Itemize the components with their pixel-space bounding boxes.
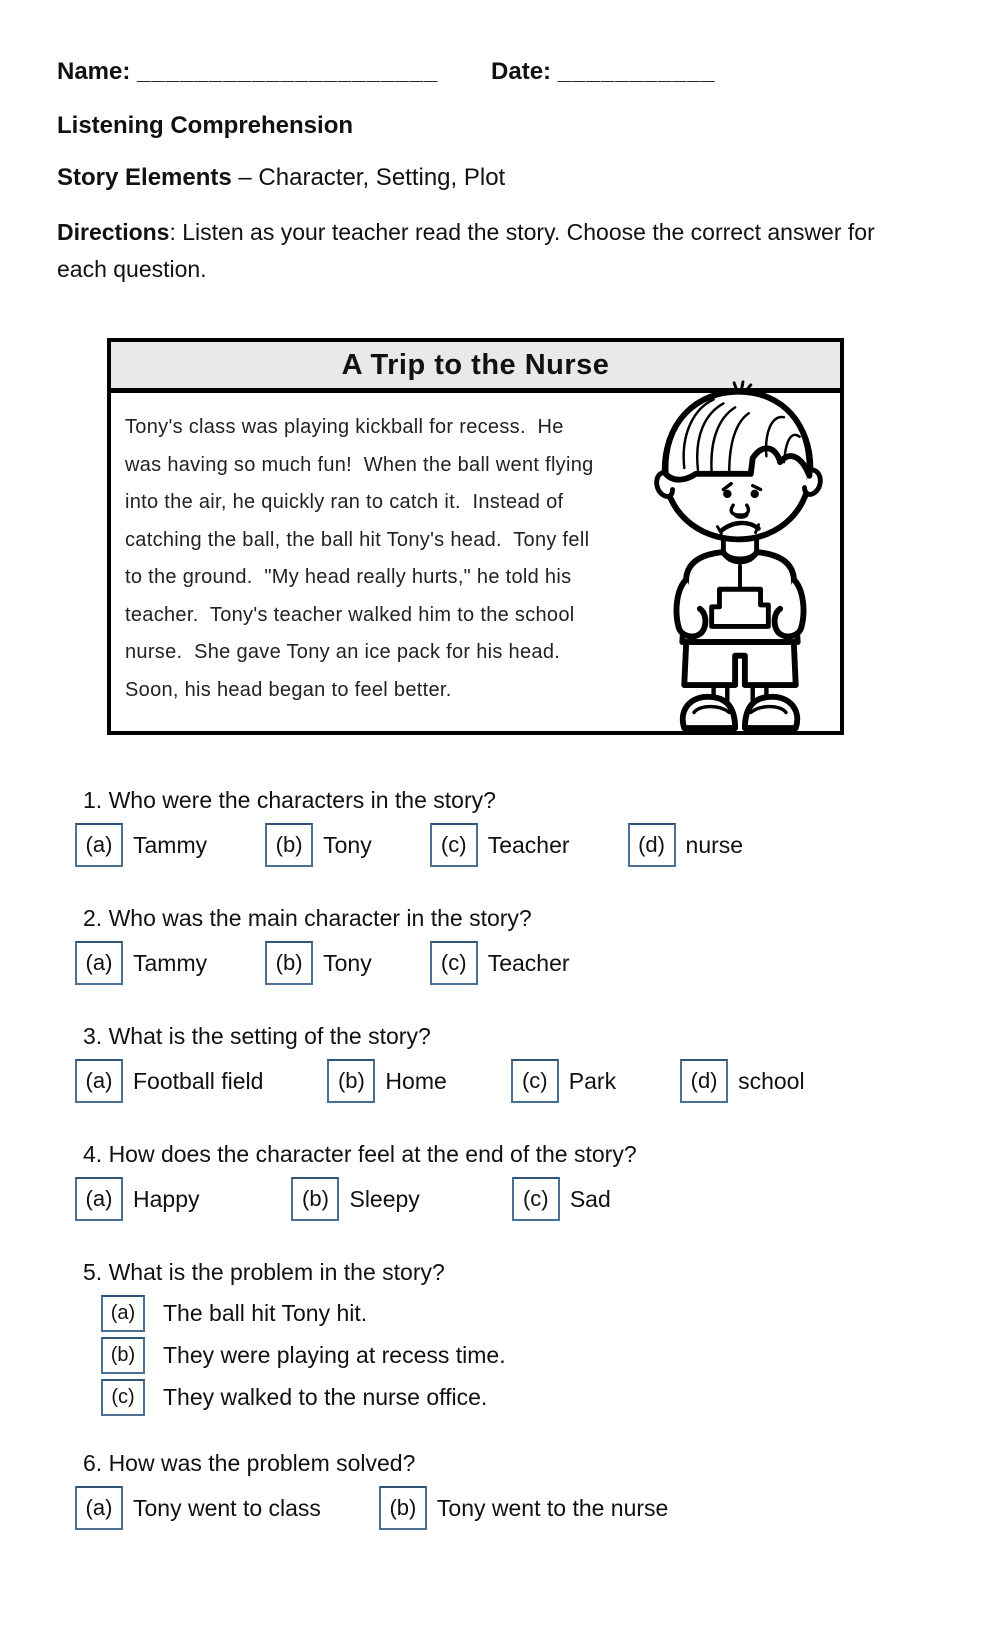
name-blank-line[interactable]: _____________________ [137, 58, 439, 85]
option-label: Tammy [133, 831, 208, 858]
answer-checkbox-q1-a[interactable]: (a) [75, 823, 123, 867]
answer-checkbox-q1-c[interactable]: (c) [430, 823, 478, 867]
question-2 [75, 905, 1000, 985]
directions-bold: Directions [57, 219, 170, 245]
option-label: Home [385, 1067, 447, 1094]
answer-checkbox-q1-d[interactable]: (d) [628, 823, 676, 867]
answer-checkbox-q4-b[interactable]: (b) [291, 1177, 339, 1221]
answer-checkbox-q3-c[interactable]: (c) [511, 1059, 559, 1103]
name-label: Name: [57, 58, 131, 85]
option-label: Football field [133, 1067, 264, 1094]
option-q3-d [680, 1059, 804, 1103]
option-q1-c [430, 823, 570, 867]
option-q5-c [101, 1379, 1000, 1416]
worksheet-heading: Listening Comprehension [57, 112, 354, 139]
option-label: The ball hit Tony hit. [163, 1300, 368, 1326]
questions [57, 787, 1000, 1530]
option-label: Teacher [487, 949, 570, 976]
story-elements-rest: – Character, Setting, Plot [231, 164, 506, 191]
answer-checkbox-q5-b[interactable]: (b) [101, 1337, 145, 1374]
question-1-options [75, 823, 1000, 867]
answer-checkbox-q2-c[interactable]: (c) [430, 941, 478, 985]
question-3-text: 3. What is the setting of the story? [83, 1023, 431, 1049]
question-2-text: 2. Who was the main character in the story? [83, 905, 532, 931]
question-1 [75, 787, 1000, 867]
option-label: Sad [569, 1185, 611, 1212]
question-6-text: 6. How was the problem solved? [83, 1450, 416, 1476]
answer-checkbox-q3-b[interactable]: (b) [327, 1059, 375, 1103]
question-6 [75, 1450, 1000, 1530]
option-q1-d [628, 823, 744, 867]
option-label: Sleepy [349, 1185, 420, 1212]
option-label: nurse [685, 831, 744, 858]
story-line: Soon, his head began to feel better. [125, 678, 452, 701]
answer-checkbox-q4-a[interactable]: (a) [75, 1177, 123, 1221]
answer-checkbox-q1-b[interactable]: (b) [265, 823, 313, 867]
option-q1-b [265, 823, 372, 867]
option-q4-b [291, 1177, 419, 1221]
option-q3-c [511, 1059, 616, 1103]
question-4 [75, 1141, 1000, 1221]
directions [57, 214, 902, 288]
option-q5-b [101, 1337, 1000, 1374]
question-4-text: 4. How does the character feel at the end of the story? [83, 1141, 637, 1167]
option-q3-b [327, 1059, 446, 1103]
option-label: Tony [323, 949, 372, 976]
question-3 [75, 1023, 1000, 1103]
question-3-options [75, 1059, 1000, 1103]
option-label: Park [568, 1067, 617, 1094]
option-label: Happy [133, 1185, 200, 1212]
story-title: A Trip to the Nurse [111, 342, 840, 393]
answer-checkbox-q2-a[interactable]: (a) [75, 941, 123, 985]
option-q6-a [75, 1486, 321, 1530]
name-date-row [57, 58, 1000, 86]
story-line: to the ground. "My head really hurts," he told his [125, 566, 572, 588]
option-label: Tony went to class [133, 1494, 321, 1521]
option-q1-a [75, 823, 207, 867]
answer-checkbox-q6-a[interactable]: (a) [75, 1486, 123, 1530]
option-q2-a [75, 941, 207, 985]
story-line: was having so much fun! When the ball went flying [125, 453, 594, 476]
option-q6-b [379, 1486, 668, 1530]
option-q4-a [75, 1177, 199, 1221]
option-label: Tony [323, 831, 372, 858]
option-q2-c [430, 941, 570, 985]
directions-rest: : Listen as your teacher read the story. Choose the correct answer for each question. [57, 219, 875, 282]
answer-checkbox-q6-b[interactable]: (b) [379, 1486, 427, 1530]
date-label: Date: [491, 58, 552, 85]
question-1-text: 1. Who were the characters in the story? [83, 787, 496, 813]
option-label: They walked to the nurse office. [163, 1384, 488, 1410]
question-2-options [75, 941, 1000, 985]
story-elements-heading [57, 164, 1000, 192]
answer-checkbox-q5-c[interactable]: (c) [101, 1379, 145, 1416]
option-label: Tony went to the nurse [436, 1494, 669, 1521]
story-line: Tony's class was playing kickball for recess. He [125, 416, 564, 438]
question-5-options [101, 1295, 1000, 1416]
option-q5-a [101, 1295, 1000, 1332]
option-label: Tammy [133, 949, 208, 976]
option-q4-c [512, 1177, 611, 1221]
option-label: school [738, 1067, 805, 1094]
answer-checkbox-q5-a[interactable]: (a) [101, 1295, 145, 1332]
answer-checkbox-q4-c[interactable]: (c) [512, 1177, 560, 1221]
question-6-options [75, 1486, 1000, 1530]
option-q2-b [265, 941, 372, 985]
option-label: They were playing at recess time. [163, 1342, 506, 1368]
answer-checkbox-q3-d[interactable]: (d) [680, 1059, 728, 1103]
story-line: catching the ball, the ball hit Tony's head. Tony fell [125, 528, 590, 551]
answer-checkbox-q2-b[interactable]: (b) [265, 941, 313, 985]
story-line: nurse. She gave Tony an ice pack for his head. [125, 641, 561, 663]
question-5 [75, 1259, 1000, 1416]
story-elements-bold: Story Elements [57, 164, 232, 191]
date-blank-line[interactable]: ___________ [557, 58, 716, 85]
story-card [107, 338, 844, 735]
question-5-text: 5. What is the problem in the story? [83, 1259, 445, 1285]
story-line: into the air, he quickly ran to catch it. Instead of [125, 491, 564, 513]
sad-boy-illustration [632, 380, 848, 732]
option-label: Teacher [487, 831, 570, 858]
question-4-options [75, 1177, 1000, 1221]
option-q3-a [75, 1059, 263, 1103]
answer-checkbox-q3-a[interactable]: (a) [75, 1059, 123, 1103]
story-line: teacher. Tony's teacher walked him to the school [125, 603, 575, 626]
